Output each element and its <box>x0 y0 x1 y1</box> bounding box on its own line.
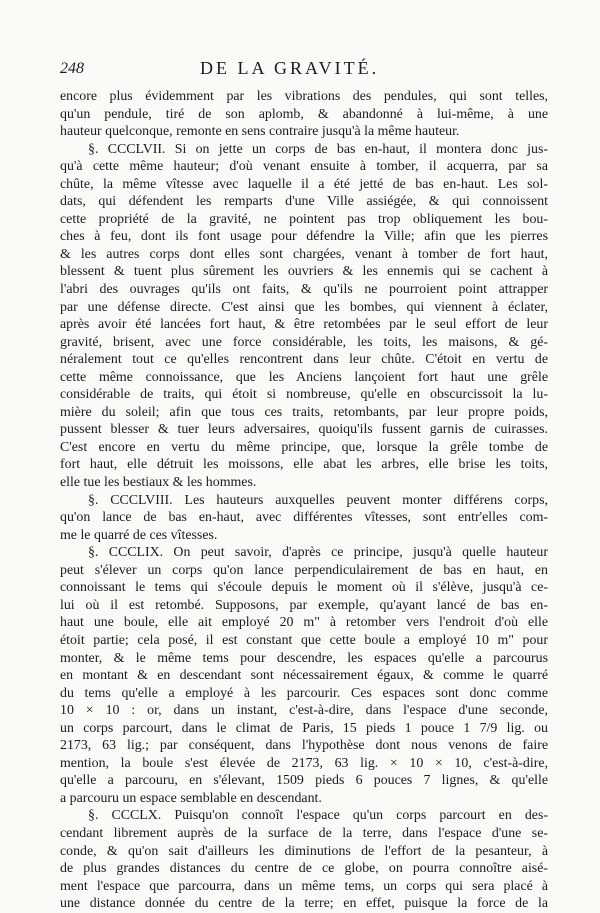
text-line: mention, la boule s'est élevée de 2173, 63 lig. × 10 × 10, c'est-à-dire, <box>60 755 548 771</box>
text-line: ches à feu, dont ils font usage pour défendre la Ville; afin que les pierres <box>60 229 548 245</box>
page-number: 248 <box>60 60 84 77</box>
text-line: peut s'élever un corps qu'on lance perpendiculairement de bas en haut, en <box>60 562 548 578</box>
text-line: a parcouru un espace semblable en descendant. <box>60 790 322 806</box>
text-line: encore plus évidemment par les vibrations des pendules, qui sont telles, <box>60 89 548 104</box>
text-line: §. CCCLIX. On peut savoir, d'après ce principe, jusqu'à quelle hauteur <box>88 545 548 561</box>
text-line: conde, & qu'on sait d'ailleurs les diminutions de l'effort de la pesanteur, à <box>60 843 548 859</box>
text-line: une distance donnée du centre de la terre; en effet, puisque la force de la <box>60 896 548 912</box>
text-line: elle tue les bestiaux & les hommes. <box>60 475 257 491</box>
text-line: lui où il est retombé. Supposons, par exemple, qu'ayant lancé de bas en- <box>60 597 548 613</box>
text-line: cendant librement auprès de la surface de la terre, dans l'espace d'une se- <box>60 825 548 841</box>
running-head: DE LA GRAVITÉ. <box>200 58 380 78</box>
text-line: considérable de traits, qui étoit si nombreuse, qu'elle en obscurcissoit la lu- <box>60 387 548 403</box>
text-line: l'abri des ouvrages qu'ils ont faits, & qu'ils ne pourroient point attrapper <box>60 282 548 298</box>
text-line: étoit partie; cela posé, il est constant que cette boule a employé 10 m" pour <box>60 632 548 648</box>
text-line: qu'elle a parcouru, en s'élevant, 1509 pieds 6 pouces 7 lignes, & qu'elle <box>60 773 548 789</box>
text-line: connoissant le tems qui s'écoule depuis le moment où il s'élève, jusqu'à ce- <box>60 580 548 596</box>
text-line: un corps parcourt, dans le climat de Paris, 15 pieds 1 pouce 1 7/9 lig. ou <box>60 720 548 736</box>
text-line: cette même connoissance, que les Anciens lançoient fort haut une grêle <box>60 369 548 385</box>
paragraph <box>60 141 548 492</box>
text-line: 10 × 10 : or, dans un instant, c'est-à-dire, dans l'espace d'une seconde, <box>60 703 548 719</box>
text-line: pussent blesser & tuer leurs adversaires, quoiqu'ils fussent garnis de cuirasses. <box>60 422 548 438</box>
text-line: après avoir été lancées fort haut, & être retombées par le seul effort de leur <box>60 317 548 333</box>
text-line: §. CCCLVII. Si on jette un corps de bas en-haut, il montera donc jus- <box>88 141 548 157</box>
text-line: par une défense directe. C'est ainsi que les bombes, qui viennent à éclater, <box>60 299 548 315</box>
text-line: ment l'espace que parcourra, dans un même tems, un corps qui sera placé à <box>60 878 548 894</box>
text-line: me le quarré de ces vîtesses. <box>60 527 218 543</box>
text-line: C'est encore en vertu du même principe, que, lorsque la grêle tombe de <box>60 439 548 455</box>
page-header <box>60 58 548 84</box>
text-line: & les autres corps dont elles sont chargées, venant à tomber de fort haut, <box>60 246 548 262</box>
text-line: néralement tout ce qu'elles rencontrent dans leur chûte. C'étoit en vertu de <box>60 352 548 368</box>
text-line: mière du soleil; afin que tous ces traits, retombants, par leur propre poids, <box>60 404 548 420</box>
text-line: monter, & le même tems pour descendre, les espaces qu'elle a parcourus <box>60 650 548 666</box>
text-line: qu'on lance de bas en-haut, avec différentes vîtesses, sont entr'elles com- <box>60 510 548 526</box>
text-line: §. CCCLVIII. Les hauteurs auxquelles peuvent monter différens corps, <box>88 492 548 508</box>
text-line: qu'à cette même hauteur; d'où venant ensuite à tomber, il acquerra, par sa <box>60 159 548 175</box>
text-line: du tems qu'elle a employé à les parcourir. Ces espaces sont donc comme <box>60 685 548 701</box>
text-line: en montant & en descendant sont nécessairement égaux, & comme le quarré <box>60 668 548 684</box>
paragraph <box>60 544 548 807</box>
text-line: haut une boule, elle ait employé 20 m" à retomber vers l'endroit d'où elle <box>60 615 548 631</box>
paragraph <box>60 807 548 912</box>
text-line: de plus grandes distances du centre de ce globe, on pourra connoître aisé- <box>60 861 548 877</box>
text-line: 2173, 63 lig.; par conséquent, dans l'hypothèse dont nous venons de faire <box>60 738 548 754</box>
body-text <box>60 88 548 913</box>
text-line: dats, qui défendent les remparts d'une Ville assiégée, & qui connoissent <box>60 194 548 210</box>
text-line: fort haut, elle détruit les moissons, elle abat les arbres, elle brise les toits, <box>60 457 548 473</box>
paragraph <box>60 88 548 141</box>
paragraph <box>60 492 548 545</box>
text-line: blessent & tuent plus sûrement les ouvriers & les ennemis qui se cachent à <box>60 264 548 280</box>
text-line: gravité, brisent, avec une force considérable, les toits, les maisons, & gé- <box>60 334 548 350</box>
text-line: chûte, la même vîtesse avec laquelle il a été jetté de bas en-haut. Les sol- <box>60 176 548 192</box>
text-line: cette propriété de la gravité, ne pointent pas trop obliquement les bou- <box>60 211 548 227</box>
text-line: hauteur quelconque, remonte en sens contraire jusqu'à la même hauteur. <box>60 124 460 140</box>
text-line: §. CCCLX. Puisqu'on connoît l'espace qu'un corps parcourt en des- <box>88 808 548 824</box>
text-line: qu'un pendule, tiré de son aplomb, & abandonné à lui-même, à une <box>60 106 548 122</box>
